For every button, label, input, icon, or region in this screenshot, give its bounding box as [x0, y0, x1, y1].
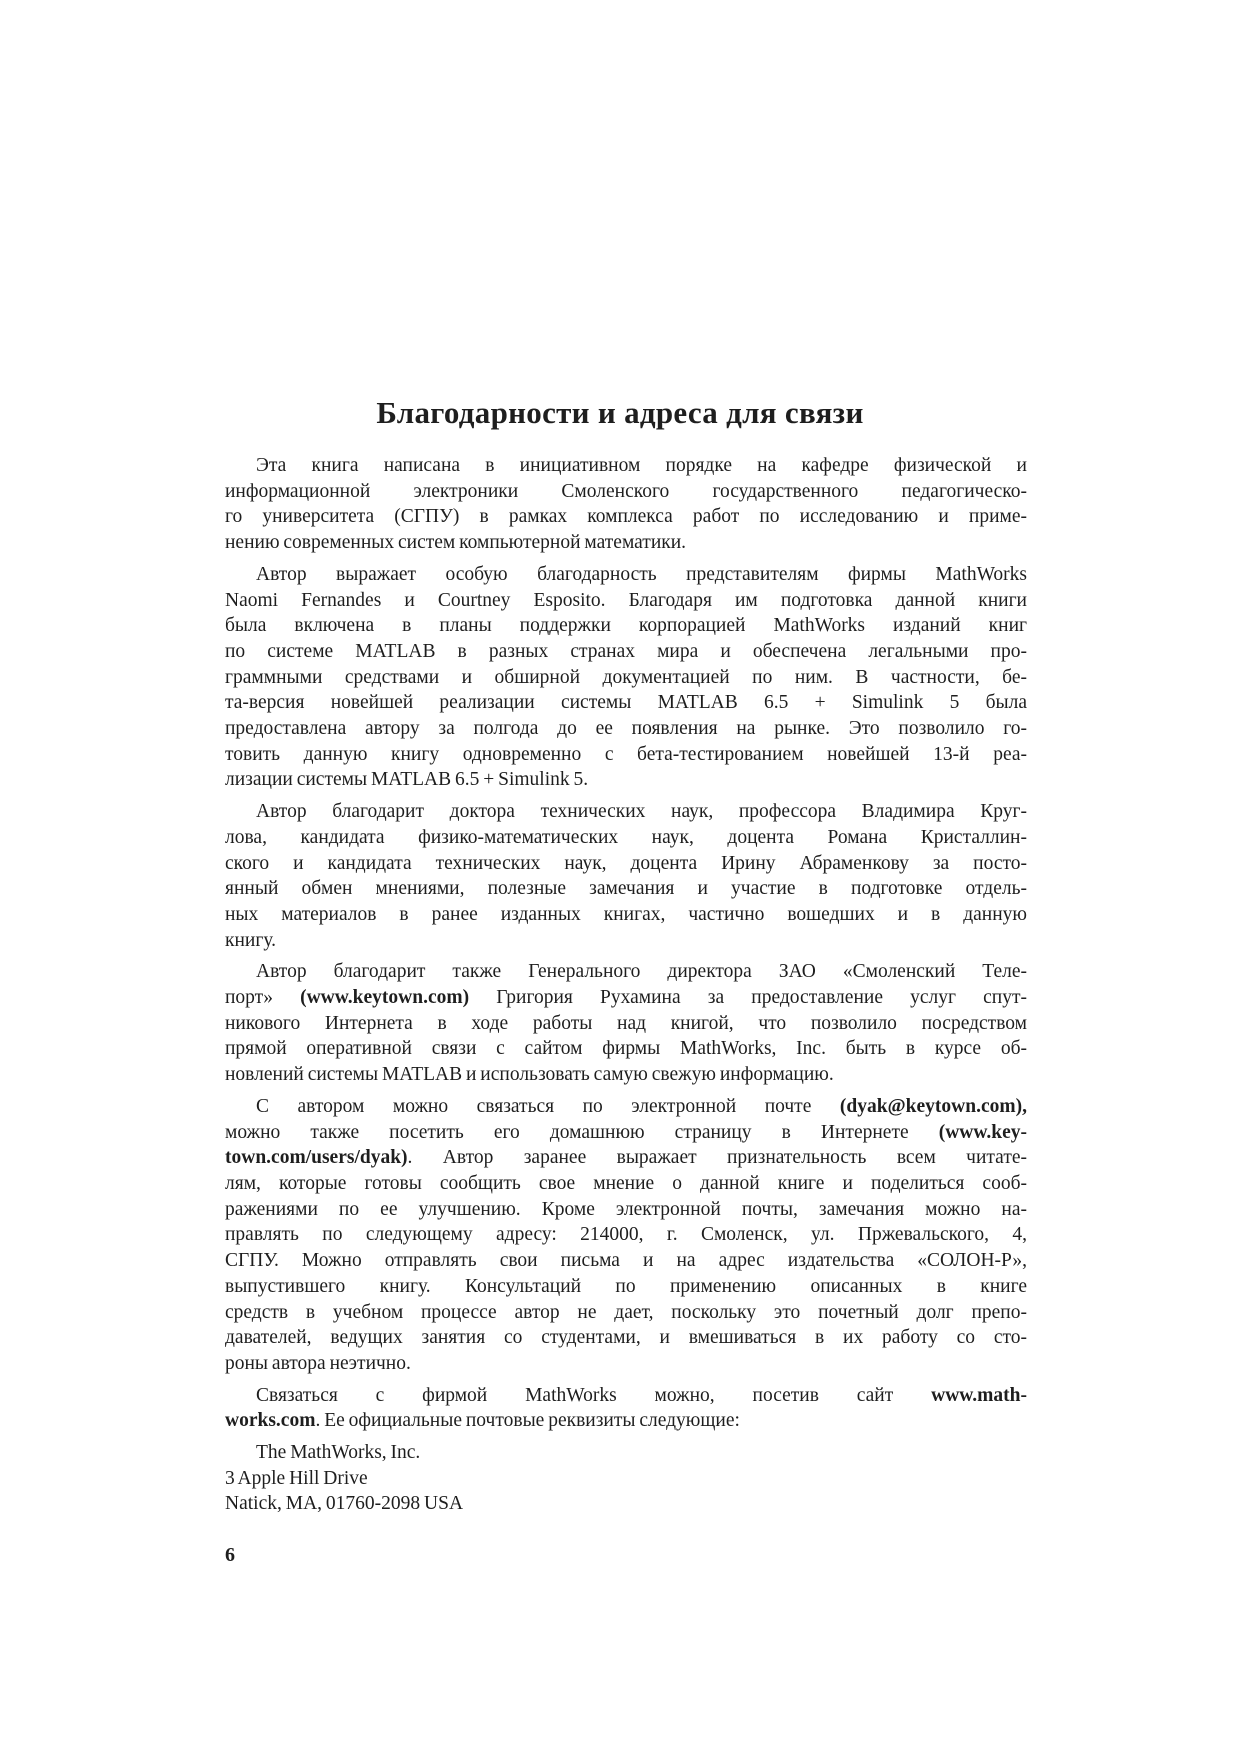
text-line: town.com/users/dyak). Автор заранее выражает признательность всем читате-	[225, 1147, 1027, 1169]
page-title: Благодарности и адреса для связи	[376, 395, 864, 430]
paragraph	[225, 453, 1027, 556]
text-line: лизации системы MATLAB 6.5 + Simulink 5.	[225, 769, 589, 791]
postal-address	[225, 1440, 1027, 1517]
paragraphs	[225, 453, 1027, 1434]
text-line: лова, кандидата физико-математических наук, доцента Романа Кристаллин-	[225, 826, 1027, 848]
text-line: порт» (www.keytown.com) Григория Рухамина за предоставление услуг спут-	[225, 987, 1028, 1009]
text-line: works.com. Ее официальные почтовые реквизиты следующие:	[225, 1410, 740, 1432]
address-line: 3 Apple Hill Drive	[225, 1467, 368, 1489]
address-line: The MathWorks, Inc.	[256, 1442, 421, 1464]
text-line: средств в учебном процессе автор не дает, поскольку это почетный долг препо-	[225, 1301, 1027, 1323]
text-line: можно также посетить его домашнюю страницу в Интернете (www.key-	[225, 1121, 1027, 1143]
page-number: 6	[225, 1544, 235, 1567]
text-line: ражениями по ее улучшению. Кроме электронной почты, замечания можно на-	[225, 1198, 1027, 1220]
address-line: Natick, MA, 01760-2098 USA	[225, 1493, 464, 1515]
text-line: давателей, ведущих занятия со студентами, и вмешиваться в их работу со сто-	[225, 1327, 1027, 1349]
paragraph	[225, 1383, 1027, 1434]
text-line: правлять по следующему адресу: 214000, г. Смоленск, ул. Пржевальского, 4,	[225, 1224, 1027, 1246]
text-line: Автор благодарит доктора технических наук, профессора Владимира Круг-	[256, 801, 1027, 823]
text-line: информационной электроники Смоленского государственного педагогическо-	[225, 480, 1027, 502]
text-line: лям, которые готовы сообщить свое мнение о данной книге и поделиться сооб-	[225, 1172, 1027, 1194]
bold-reference: (www.keytown.com)	[300, 987, 470, 1009]
text-line: СГПУ. Можно отправлять свои письма и на адрес издательства «СОЛОН-Р»,	[225, 1250, 1027, 1272]
text-line: товить данную книгу одновременно с бета-тестированием новейшей 13-й реа-	[225, 743, 1027, 765]
text-line: выпустившего книгу. Консультаций по применению описанных в книге	[225, 1275, 1027, 1297]
text-line: Автор благодарит также Генерального директора ЗАО «Смоленский Теле-	[256, 961, 1027, 983]
paragraph	[225, 959, 1027, 1088]
text-line: та-версия новейшей реализации системы MATLAB 6.5 + Simulink 5 была	[225, 692, 1027, 714]
bold-reference: www.math-	[931, 1384, 1027, 1406]
text-line: была включена в планы поддержки корпорацией MathWorks изданий книг	[225, 615, 1027, 637]
text-line: прямой оперативной связи с сайтом фирмы MathWorks, Inc. быть в курсе об-	[225, 1038, 1027, 1060]
document-body	[225, 453, 1027, 1569]
text-line: нению современных систем компьютерной математики.	[225, 532, 687, 554]
text-line: граммными средствами и обширной документацией по ним. В частности, бе-	[225, 666, 1027, 688]
bold-reference: town.com/users/dyak)	[225, 1147, 408, 1169]
text-line: Автор выражает особую благодарность представителям фирмы MathWorks	[256, 563, 1027, 585]
bold-reference: (www.key-	[938, 1121, 1027, 1143]
text-line: С автором можно связаться по электронной почте (dyak@keytown.com),	[256, 1095, 1027, 1117]
text-line: ных материалов в ранее изданных книгах, частично вошедших и в данную	[225, 903, 1027, 925]
text-line: Связаться с фирмой MathWorks можно, посетив сайт www.math-	[256, 1384, 1027, 1406]
text-line: роны автора неэтично.	[225, 1352, 411, 1374]
text-line: ского и кандидата технических наук, доцента Ирину Абраменкову за посто-	[225, 852, 1027, 874]
text-line: Naomi Fernandes и Courtney Esposito. Благодаря им подготовка данной книги	[225, 589, 1027, 611]
text-line: Эта книга написана в инициативном порядке на кафедре физической и	[256, 455, 1027, 476]
text-line: книгу.	[225, 929, 277, 951]
bold-reference: works.com	[225, 1410, 316, 1432]
text-line: янный обмен мнениями, полезные замечания и участие в подготовке отдель-	[225, 878, 1027, 900]
text-line: предоставлена автору за полгода до ее появления на рынке. Это позволило го-	[225, 718, 1027, 740]
text-line: никового Интернета в ходе работы над книгой, что позволило посредством	[225, 1012, 1027, 1034]
paragraph	[225, 1094, 1027, 1377]
paragraph	[225, 562, 1027, 793]
text-line: по системе MATLAB в разных странах мира и обеспечена легальными про-	[225, 640, 1027, 662]
bold-reference: (dyak@keytown.com),	[839, 1095, 1027, 1117]
paragraph	[225, 799, 1027, 953]
text-line: го университета (СГПУ) в рамках комплекса работ по исследованию и приме-	[225, 506, 1027, 528]
text-line: новлений системы MATLAB и использовать самую свежую информацию.	[225, 1064, 834, 1086]
